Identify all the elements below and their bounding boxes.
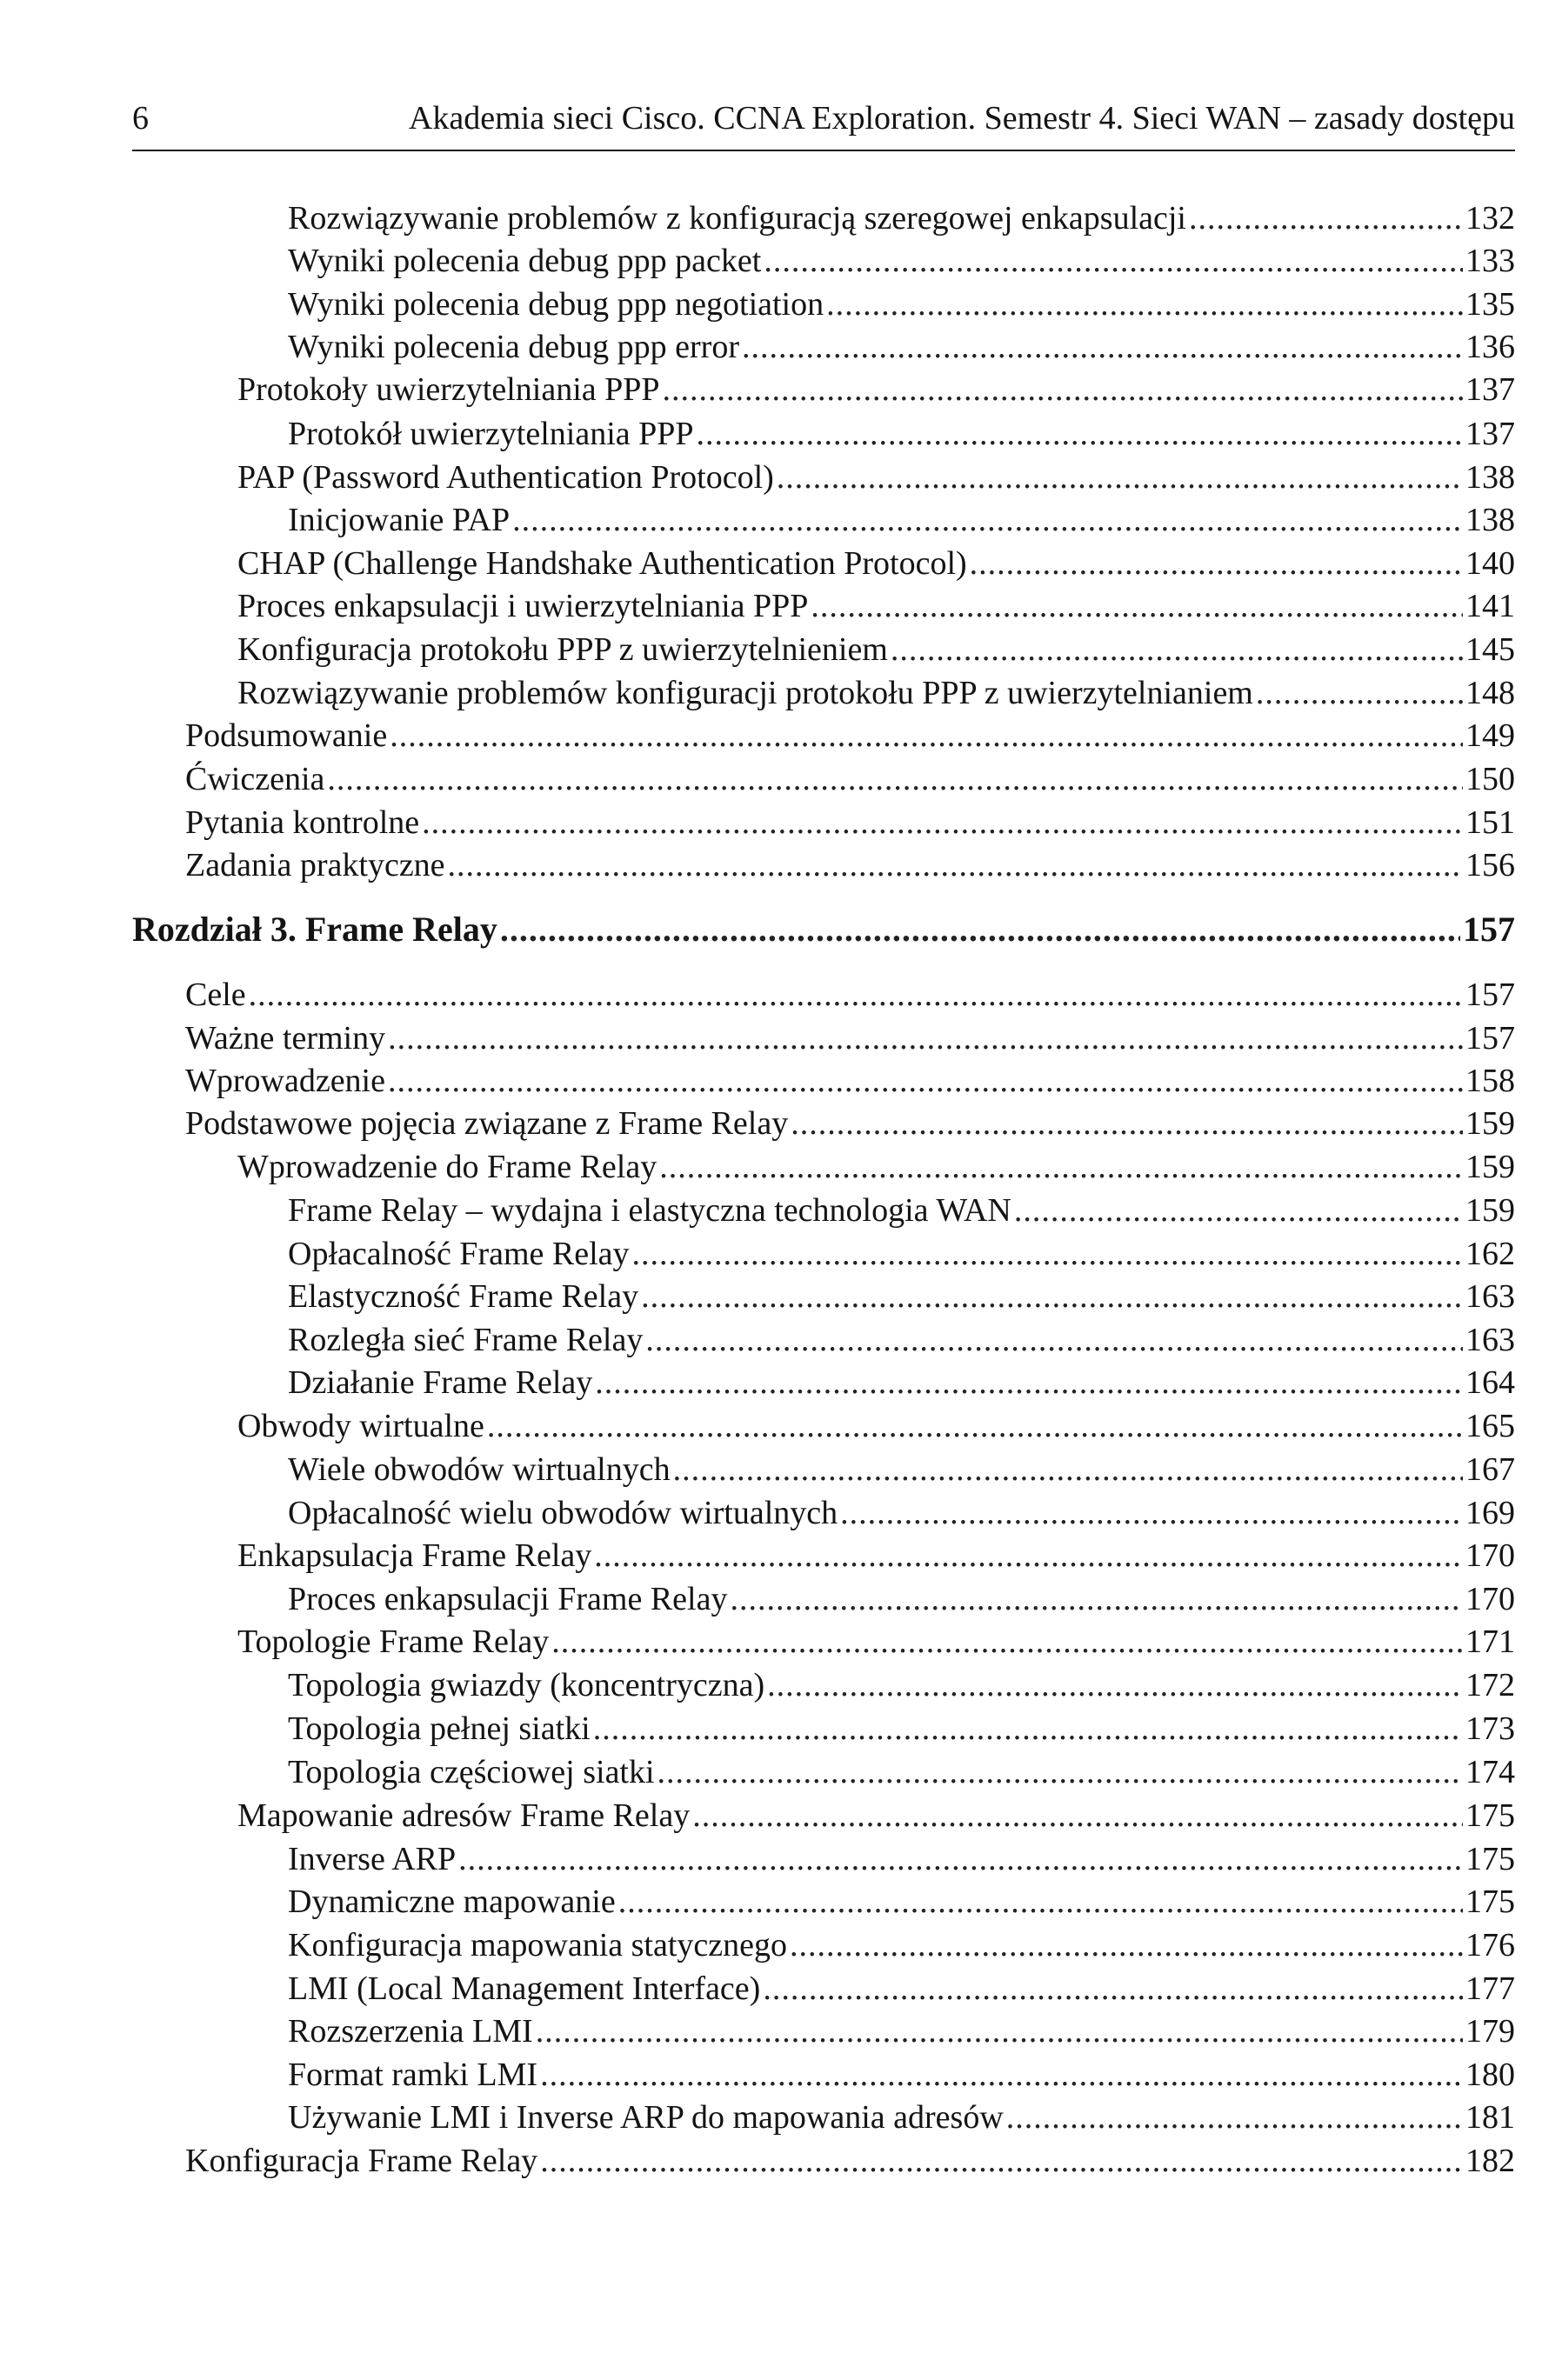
toc-entry-title: Dynamiczne mapowanie xyxy=(288,1883,616,1920)
toc-entry-page: 170 xyxy=(1465,1537,1515,1574)
toc-entry-page: 133 xyxy=(1465,243,1515,279)
toc-entry-page: 141 xyxy=(1465,588,1515,624)
dot-leader xyxy=(645,1319,1463,1361)
dot-leader xyxy=(891,629,1463,670)
toc-entry xyxy=(237,1535,1515,1577)
toc-entry-title: Wiele obwodów wirtualnych xyxy=(288,1451,671,1488)
toc-entry-title: Używanie LMI i Inverse ARP do mapowania adresów xyxy=(288,2099,1004,2136)
dot-leader xyxy=(697,413,1463,455)
toc-entry-title: Rozdział 3. Frame Relay xyxy=(132,910,497,949)
dot-leader xyxy=(327,758,1463,800)
toc-entry-title: Wprowadzenie xyxy=(185,1063,385,1099)
toc-entry xyxy=(237,1146,1515,1188)
toc-entry xyxy=(288,1924,1515,1966)
page-number: 6 xyxy=(132,100,149,137)
toc-entry xyxy=(288,2097,1515,2138)
toc-entry xyxy=(288,1578,1515,1620)
toc-entry-page: 175 xyxy=(1465,1797,1515,1834)
dot-leader xyxy=(641,1276,1463,1317)
toc-entry-title: Wprowadzenie do Frame Relay xyxy=(237,1149,658,1185)
toc-entry-title: PAP (Password Authentication Protocol) xyxy=(237,459,774,496)
dot-leader xyxy=(826,283,1463,325)
toc-entry-page: 176 xyxy=(1465,1927,1515,1963)
toc-entry-title: Protokoły uwierzytelniania PPP xyxy=(237,371,660,408)
toc-entry-page: 158 xyxy=(1465,1063,1515,1099)
toc-entry-page: 138 xyxy=(1465,502,1515,538)
toc-entry-title: Rozwiązywanie problemów z konfiguracją szeregowej enkapsulacji xyxy=(288,200,1186,237)
dot-leader xyxy=(390,715,1463,757)
toc-entry-title: Wyniki polecenia debug ppp packet xyxy=(288,243,762,279)
toc-entry xyxy=(288,1319,1515,1361)
toc-entry xyxy=(288,2010,1515,2052)
toc-entry-title: Proces enkapsulacji Frame Relay xyxy=(288,1581,728,1617)
toc-entry-page: 163 xyxy=(1465,1278,1515,1315)
dot-leader xyxy=(595,1362,1463,1403)
toc-entry xyxy=(288,1881,1515,1923)
toc-entry-title: Ważne terminy xyxy=(185,1020,386,1057)
dot-leader xyxy=(487,1405,1463,1447)
toc-entry xyxy=(237,543,1515,584)
toc-entry-page: 164 xyxy=(1465,1364,1515,1401)
dot-leader xyxy=(663,369,1463,410)
toc-entry-title: Opłacalność wielu obwodów wirtualnych xyxy=(288,1495,838,1531)
toc-entry xyxy=(288,1838,1515,1880)
toc-entry xyxy=(288,1449,1515,1490)
dot-leader xyxy=(388,1017,1463,1059)
dot-leader xyxy=(673,1449,1463,1490)
toc-entry-page: 148 xyxy=(1465,675,1515,711)
dot-leader xyxy=(970,543,1463,584)
toc-entry-page: 162 xyxy=(1465,1236,1515,1272)
dot-leader xyxy=(618,1881,1463,1923)
toc-entry-title: Rozległa sieć Frame Relay xyxy=(288,1322,644,1358)
toc-entry-title: Obwody wirtualne xyxy=(237,1408,484,1444)
toc-entry xyxy=(237,1405,1515,1447)
dot-leader xyxy=(659,1146,1463,1188)
toc-entry xyxy=(288,283,1515,325)
dot-leader xyxy=(536,2010,1463,2052)
toc-entry-page: 170 xyxy=(1465,1581,1515,1617)
toc-entry-page: 135 xyxy=(1465,286,1515,323)
page-header xyxy=(132,94,1515,151)
toc-entry xyxy=(237,1621,1515,1663)
toc-entry-page: 181 xyxy=(1465,2099,1515,2136)
toc-entry-page: 132 xyxy=(1465,200,1515,237)
toc-entry-title: Pytania kontrolne xyxy=(185,804,420,841)
toc-entry-page: 136 xyxy=(1465,329,1515,365)
toc-entry-page: 172 xyxy=(1465,1667,1515,1703)
toc-entry-page: 180 xyxy=(1465,2057,1515,2093)
toc-entry xyxy=(185,2140,1515,2182)
dot-leader xyxy=(551,1621,1463,1663)
toc-entry-page: 140 xyxy=(1465,545,1515,582)
toc-entry-title: CHAP (Challenge Handshake Authentication Protocol) xyxy=(237,545,967,582)
toc-entry-title: Topologia częściowej siatki xyxy=(288,1754,655,1790)
dot-leader xyxy=(730,1578,1463,1620)
dot-leader xyxy=(1006,2097,1463,2138)
toc-entry xyxy=(185,802,1515,843)
toc-entry-title: Enkapsulacja Frame Relay xyxy=(237,1537,592,1574)
toc-entry-page: 169 xyxy=(1465,1495,1515,1531)
toc-entry-title: Ćwiczenia xyxy=(185,761,325,797)
dot-leader xyxy=(1014,1190,1463,1231)
toc-entry-page: 165 xyxy=(1465,1408,1515,1444)
toc-entry-page: 151 xyxy=(1465,804,1515,841)
toc-entry-page: 175 xyxy=(1465,1841,1515,1877)
dot-leader xyxy=(767,1664,1463,1706)
toc-entry-page: 175 xyxy=(1465,1883,1515,1920)
toc-entry-title: Inicjowanie PAP xyxy=(288,502,511,538)
toc-entry xyxy=(185,1017,1515,1059)
toc-entry-page: 167 xyxy=(1465,1451,1515,1488)
dot-leader xyxy=(692,1795,1463,1837)
toc-entry-page: 171 xyxy=(1465,1623,1515,1660)
dot-leader xyxy=(512,499,1463,541)
toc-entry xyxy=(237,629,1515,670)
dot-leader xyxy=(790,1924,1463,1966)
dot-leader xyxy=(632,1233,1463,1275)
toc-entry xyxy=(185,974,1515,1016)
toc-entry xyxy=(288,1708,1515,1750)
toc-entry xyxy=(288,1276,1515,1317)
toc-entry-page: 159 xyxy=(1465,1192,1515,1229)
toc-entry xyxy=(288,1664,1515,1706)
toc-entry-page: 179 xyxy=(1465,2013,1515,2050)
dot-leader xyxy=(742,326,1463,368)
toc-entry-title: Podstawowe pojęcia związane z Frame Relay xyxy=(185,1105,789,1142)
toc-entry-page: 174 xyxy=(1465,1754,1515,1790)
toc-entry xyxy=(288,1492,1515,1534)
dot-leader xyxy=(594,1535,1463,1577)
dot-leader xyxy=(448,844,1463,886)
toc-entry-title: Proces enkapsulacji i uwierzytelniania PPP xyxy=(237,588,809,624)
toc-entry-page: 145 xyxy=(1465,631,1515,668)
toc-entry xyxy=(288,1190,1515,1231)
toc-entry-title: Topologie Frame Relay xyxy=(237,1623,550,1660)
toc-entry-title: Podsumowanie xyxy=(185,717,388,754)
toc-entry-title: Protokół uwierzytelniania PPP xyxy=(288,416,694,452)
toc-entry xyxy=(237,1795,1515,1837)
dot-leader xyxy=(1256,672,1463,714)
toc-entry xyxy=(288,499,1515,541)
toc-entry xyxy=(237,369,1515,410)
toc-entry-title: Opłacalność Frame Relay xyxy=(288,1236,630,1272)
toc-entry-title: Konfiguracja Frame Relay xyxy=(185,2143,538,2179)
dot-leader xyxy=(540,2140,1463,2182)
toc-entry-page: 173 xyxy=(1465,1710,1515,1747)
toc-entry-title: Elastyczność Frame Relay xyxy=(288,1278,639,1315)
toc-entry-page: 149 xyxy=(1465,717,1515,754)
toc-entry xyxy=(237,457,1515,498)
toc-entry-page: 137 xyxy=(1465,371,1515,408)
toc-entry xyxy=(185,1103,1515,1144)
toc-entry-title: Wyniki polecenia debug ppp negotiation xyxy=(288,286,824,323)
toc-entry-title: Topologia pełnej siatki xyxy=(288,1710,591,1747)
toc-entry xyxy=(288,1751,1515,1793)
toc-entry-page: 137 xyxy=(1465,416,1515,452)
toc-entry xyxy=(237,585,1515,627)
toc-entry xyxy=(185,715,1515,757)
dot-leader xyxy=(422,802,1463,843)
dot-leader xyxy=(249,974,1463,1016)
toc-entry-title: Rozwiązywanie problemów konfiguracji protokołu PPP z uwierzytelnianiem xyxy=(237,675,1253,711)
toc-entry xyxy=(288,240,1515,282)
dot-leader xyxy=(593,1708,1463,1750)
toc-entry-title: Działanie Frame Relay xyxy=(288,1364,593,1401)
toc-entry-title: Topologia gwiazdy (koncentryczna) xyxy=(288,1667,765,1703)
dot-leader xyxy=(658,1751,1463,1793)
toc-entry-title: Format ramki LMI xyxy=(288,2057,538,2093)
toc-entry-page: 157 xyxy=(1465,977,1515,1013)
running-title: Akademia sieci Cisco. CCNA Exploration. Semestr 4. Sieci WAN – zasady dostępu xyxy=(408,100,1515,137)
toc-entry-page: 159 xyxy=(1465,1149,1515,1185)
toc-entry xyxy=(288,1233,1515,1275)
toc-entry-title: Mapowanie adresów Frame Relay xyxy=(237,1797,691,1834)
toc-entry-title: LMI (Local Management Interface) xyxy=(288,1970,761,2007)
dot-leader xyxy=(388,1060,1463,1102)
dot-leader xyxy=(540,2054,1463,2096)
dot-leader xyxy=(458,1838,1463,1880)
dot-leader xyxy=(811,585,1463,627)
toc-entry-page: 163 xyxy=(1465,1322,1515,1358)
toc-entry-page: 150 xyxy=(1465,761,1515,797)
toc-entry xyxy=(288,1968,1515,2010)
toc-entry xyxy=(288,1362,1515,1403)
toc-entry-title: Inverse ARP xyxy=(288,1841,457,1877)
toc-entry-page: 157 xyxy=(1463,910,1515,949)
dot-leader xyxy=(777,457,1463,498)
toc-entry-page: 138 xyxy=(1465,459,1515,496)
toc-entry xyxy=(185,758,1515,800)
dot-leader xyxy=(764,240,1463,282)
toc-entry xyxy=(288,413,1515,455)
toc-entry xyxy=(185,1060,1515,1102)
toc-entry xyxy=(237,672,1515,714)
dot-leader xyxy=(763,1968,1463,2010)
toc-entry-title: Wyniki polecenia debug ppp error xyxy=(288,329,739,365)
toc-entry xyxy=(288,197,1515,239)
dot-leader xyxy=(500,909,1460,950)
toc-entry-title: Cele xyxy=(185,977,246,1013)
toc-entry xyxy=(288,2054,1515,2096)
dot-leader xyxy=(1189,197,1463,239)
toc-entry-title: Rozszerzenia LMI xyxy=(288,2013,533,2050)
toc-entry-title: Zadania praktyczne xyxy=(185,847,445,883)
toc-entry-title: Konfiguracja protokołu PPP z uwierzytelnieniem xyxy=(237,631,888,668)
toc-entry-page: 177 xyxy=(1465,1970,1515,2007)
toc-entry xyxy=(288,326,1515,368)
toc-entry-page: 157 xyxy=(1465,1020,1515,1057)
dot-leader xyxy=(840,1492,1463,1534)
toc-entry-page: 159 xyxy=(1465,1105,1515,1142)
toc-entry xyxy=(185,844,1515,886)
dot-leader xyxy=(791,1103,1463,1144)
toc-entry-title: Frame Relay – wydajna i elastyczna technologia WAN xyxy=(288,1192,1011,1229)
toc-entry-page: 182 xyxy=(1465,2143,1515,2179)
toc-chapter-heading xyxy=(132,909,1515,950)
toc-entry-title: Konfiguracja mapowania statycznego xyxy=(288,1927,787,1963)
toc-entry-page: 156 xyxy=(1465,847,1515,883)
